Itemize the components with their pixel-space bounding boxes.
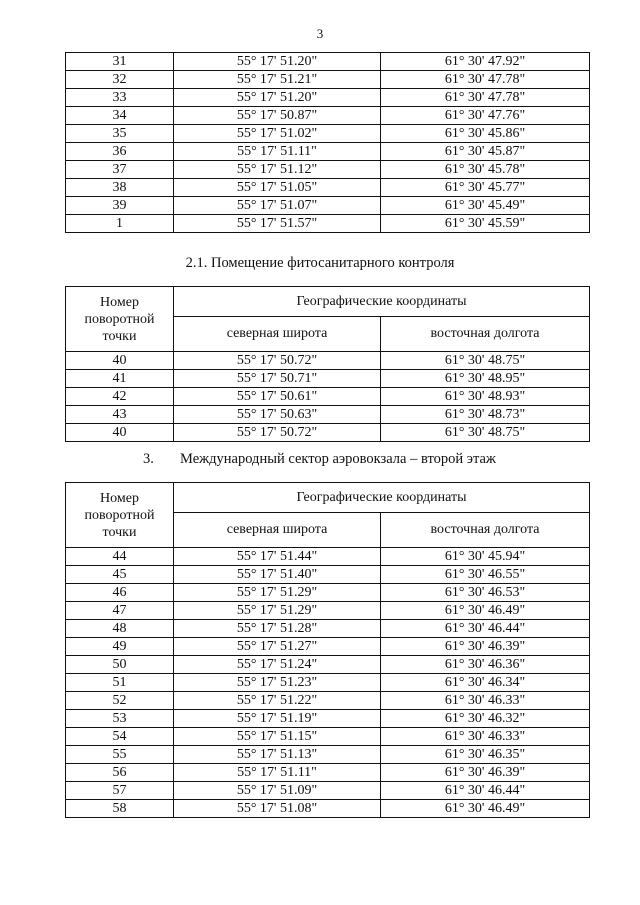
point-number-cell: 47 [66,602,174,620]
table-row [66,710,590,728]
east-longitude-cell: 61° 30' 46.49" [381,800,590,818]
point-number-cell: 34 [66,107,174,125]
north-latitude-cell: 55° 17' 50.63" [174,406,381,424]
table-row [66,215,590,233]
east-longitude-cell: 61° 30' 45.86" [381,125,590,143]
table-row [66,53,590,71]
north-latitude-cell: 55° 17' 51.44" [174,548,381,566]
east-longitude-cell: 61° 30' 46.39" [381,638,590,656]
north-latitude-cell: 55° 17' 51.20" [174,89,381,107]
point-number-cell: 36 [66,143,174,161]
table-row [66,161,590,179]
north-latitude-cell: 55° 17' 51.20" [174,53,381,71]
table-row [66,692,590,710]
point-number-cell: 53 [66,710,174,728]
north-latitude-cell: 55° 17' 51.29" [174,602,381,620]
east-longitude-cell: 61° 30' 45.94" [381,548,590,566]
table-row [66,71,590,89]
east-longitude-cell: 61° 30' 46.35" [381,746,590,764]
north-latitude-cell: 55° 17' 51.02" [174,125,381,143]
point-number-cell: 44 [66,548,174,566]
north-latitude-cell: 55° 17' 51.40" [174,566,381,584]
table-row [66,548,590,566]
north-latitude-cell: 55° 17' 51.05" [174,179,381,197]
point-number-cell: 54 [66,728,174,746]
table-row [66,728,590,746]
point-number-cell: 38 [66,179,174,197]
east-longitude-cell: 61° 30' 46.32" [381,710,590,728]
north-latitude-cell: 55° 17' 50.87" [174,107,381,125]
point-number-cell: 37 [66,161,174,179]
table-row [66,764,590,782]
north-latitude-cell: 55° 17' 50.72" [174,424,381,442]
page-number: 3 [316,26,324,41]
east-longitude-cell: 61° 30' 48.75" [381,424,590,442]
coordinates-table-international-sector [65,482,590,818]
east-longitude-cell: 61° 30' 46.55" [381,566,590,584]
north-latitude-cell: 55° 17' 51.09" [174,782,381,800]
point-number-cell: 56 [66,764,174,782]
east-longitude-cell: 61° 30' 45.78" [381,161,590,179]
point-number-cell: 1 [66,215,174,233]
point-number-cell: 42 [66,388,174,406]
table-row [66,352,590,370]
north-latitude-cell: 55° 17' 50.71" [174,370,381,388]
coordinates-table-phytosanitary [65,286,590,442]
table1-body [66,53,590,233]
point-number-cell: 57 [66,782,174,800]
east-longitude-cell: 61° 30' 48.95" [381,370,590,388]
point-number-cell: 31 [66,53,174,71]
east-longitude-cell: 61° 30' 46.44" [381,782,590,800]
point-number-cell: 32 [66,71,174,89]
point-number-cell: 52 [66,692,174,710]
north-latitude-cell: 55° 17' 50.72" [174,352,381,370]
header-geo-coordinates: Географические координаты [174,287,590,317]
table-row [66,107,590,125]
east-longitude-cell: 61° 30' 46.33" [381,728,590,746]
table-row [66,800,590,818]
north-latitude-cell: 55° 17' 51.57" [174,215,381,233]
east-longitude-cell: 61° 30' 45.77" [381,179,590,197]
north-latitude-cell: 55° 17' 51.23" [174,674,381,692]
table-row [66,746,590,764]
table-row [66,179,590,197]
north-latitude-cell: 55° 17' 51.08" [174,800,381,818]
table3-body [66,548,590,818]
table-row [66,584,590,602]
table-row [66,406,590,424]
east-longitude-cell: 61° 30' 45.59" [381,215,590,233]
table-row [66,388,590,406]
point-number-cell: 33 [66,89,174,107]
table-row [66,620,590,638]
section-title-2-1: 2.1. Помещение фитосанитарного контроля [185,255,455,271]
point-number-cell: 39 [66,197,174,215]
point-number-cell: 51 [66,674,174,692]
point-number-cell: 40 [66,424,174,442]
east-longitude-cell: 61° 30' 46.44" [381,620,590,638]
north-latitude-cell: 55° 17' 51.19" [174,710,381,728]
point-number-cell: 46 [66,584,174,602]
north-latitude-cell: 55° 17' 51.22" [174,692,381,710]
header-north-latitude: северная широта [174,317,381,352]
east-longitude-cell: 61° 30' 46.34" [381,674,590,692]
header-point-number: Номер поворотной точки [66,483,174,548]
section-3-text: Международный сектор аэровокзала – второй этаж [180,451,496,467]
north-latitude-cell: 55° 17' 51.15" [174,728,381,746]
east-longitude-cell: 61° 30' 47.78" [381,89,590,107]
east-longitude-cell: 61° 30' 48.93" [381,388,590,406]
north-latitude-cell: 55° 17' 51.07" [174,197,381,215]
east-longitude-cell: 61° 30' 48.73" [381,406,590,424]
east-longitude-cell: 61° 30' 47.76" [381,107,590,125]
point-number-cell: 43 [66,406,174,424]
point-number-cell: 48 [66,620,174,638]
table-row [66,602,590,620]
coordinates-table-continued [65,52,590,233]
north-latitude-cell: 55° 17' 51.28" [174,620,381,638]
section-3-number: 3. [143,451,154,467]
north-latitude-cell: 55° 17' 51.21" [174,71,381,89]
point-number-cell: 49 [66,638,174,656]
east-longitude-cell: 61° 30' 46.39" [381,764,590,782]
east-longitude-cell: 61° 30' 48.75" [381,352,590,370]
north-latitude-cell: 55° 17' 51.13" [174,746,381,764]
point-number-cell: 55 [66,746,174,764]
table-row [66,125,590,143]
point-number-cell: 41 [66,370,174,388]
table-row [66,674,590,692]
header-north-latitude: северная широта [174,513,381,548]
east-longitude-cell: 61° 30' 46.49" [381,602,590,620]
east-longitude-cell: 61° 30' 47.92" [381,53,590,71]
east-longitude-cell: 61° 30' 46.33" [381,692,590,710]
east-longitude-cell: 61° 30' 45.49" [381,197,590,215]
table-row [66,143,590,161]
table-row [66,197,590,215]
header-geo-coordinates: Географические координаты [174,483,590,513]
north-latitude-cell: 55° 17' 51.11" [174,764,381,782]
point-number-cell: 40 [66,352,174,370]
north-latitude-cell: 55° 17' 51.11" [174,143,381,161]
table-row [66,424,590,442]
north-latitude-cell: 55° 17' 50.61" [174,388,381,406]
point-number-cell: 45 [66,566,174,584]
north-latitude-cell: 55° 17' 51.24" [174,656,381,674]
header-east-longitude: восточная долгота [381,317,590,352]
east-longitude-cell: 61° 30' 46.53" [381,584,590,602]
table2-body [66,352,590,442]
table-row [66,656,590,674]
point-number-cell: 58 [66,800,174,818]
east-longitude-cell: 61° 30' 46.36" [381,656,590,674]
north-latitude-cell: 55° 17' 51.12" [174,161,381,179]
table-row [66,370,590,388]
north-latitude-cell: 55° 17' 51.27" [174,638,381,656]
table-row [66,638,590,656]
table-row [66,782,590,800]
header-point-number: Номер поворотной точки [66,287,174,352]
east-longitude-cell: 61° 30' 45.87" [381,143,590,161]
point-number-cell: 50 [66,656,174,674]
table-row [66,566,590,584]
point-number-cell: 35 [66,125,174,143]
east-longitude-cell: 61° 30' 47.78" [381,71,590,89]
header-east-longitude: восточная долгота [381,513,590,548]
table-row [66,89,590,107]
north-latitude-cell: 55° 17' 51.29" [174,584,381,602]
